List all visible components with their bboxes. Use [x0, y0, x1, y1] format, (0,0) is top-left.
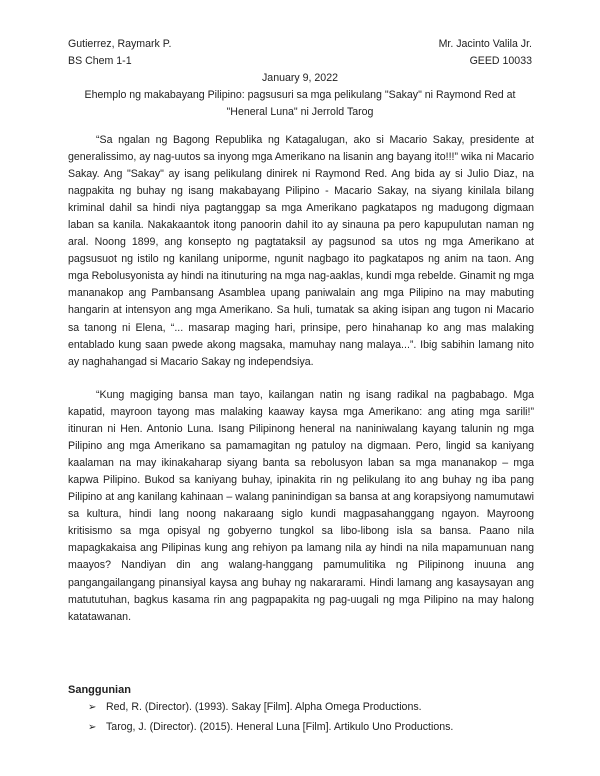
instructor-name: Mr. Jacinto Valila Jr. — [438, 38, 532, 50]
arrow-bullet-icon: ➢ — [88, 702, 97, 713]
reference-text: Red, R. (Director). (1993). Sakay [Film]. Alpha Omega Productions. — [106, 701, 422, 713]
reference-item — [88, 701, 453, 721]
section-label: BS Chem 1-1 — [68, 55, 132, 67]
arrow-bullet-icon: ➢ — [88, 722, 97, 733]
body-paragraph-2 — [68, 387, 534, 626]
title-line-2: "Heneral Luna" ni Jerrold Tarog — [226, 106, 374, 118]
title-line-1: Ehemplo ng makabayang Pilipino: pagsusuri sa mga pelikulang "Sakay" ni Raymond Red at — [84, 89, 516, 101]
body-paragraph-1 — [68, 132, 534, 371]
paragraph-2-text: “Kung magiging bansa man tayo, kailangan natin ng isang radikal na pagbabago. Mga kapatid, mayroon tayong mas malaking kaaway kaysa mga Amerikano: ang ating mga sarili!” itinuran ni Hen. Antonio Luna. Isang Pilipinong heneral na naniniwalang kayang talunin ng mga Pilipino ang mga Amerikano sa pamamagitan ng patuloy na digmaan. Pero, lingid sa kaniyang kaalaman na may ikinakaharap siyang banta sa rebolusyon laban sa mga mananakop – mga kapwa Pilipino. Bukod sa kaniyang buhay, ipinakita rin ng pelikulang ito ang buhay ng iba pang Pilipino at ang kanilang kahinaan – walang paninindigan sa bansa at ang korapsiyong namumutawi sa kultura, hindi lang noong nakaraang siglo kundi magpasahanggang ngayon. Mayroong kritisismo sa mga opisyal ng gobyerno tungkol sa libo-libong isla sa bansa. Paano nila mapagkakaisa ang Pilipinas kung ang rehiyon pa lamang nila ay hindi na nila mapamunuan nang maayos? Nandiyan din ang walang-hanggang pamumulitika ng Pilipinong inuuna ang pangangailangang pinansiyal kaysa ang buhay ng nakararami. Hindi lamang ang kasaysayan ang matututuhan, bagkus kasama rin ang pagpapakita ng pag-uugali ng mga Pilipino na may halong katatawanan. — [68, 389, 534, 623]
document-date: January 9, 2022 — [262, 72, 338, 84]
references-list — [88, 701, 453, 741]
author-name: Gutierrez, Raymark P. — [68, 38, 172, 50]
reference-item — [88, 721, 453, 741]
references-heading: Sanggunian — [68, 684, 131, 696]
course-code: GEED 10033 — [469, 55, 532, 67]
paragraph-1-text: “Sa ngalan ng Bagong Republika ng Katagalugan, ako si Macario Sakay, presidente at generalissimo, ay nag-uutos sa inyong mga Amerikano na lisanin ang bayang ito!!!” wika ni Macario Sakay. Ang "Sakay" ay isang pelikulang dinirek ni Raymond Red. Ang bida ay si Julio Diaz, na nagpakita ng buhay ng isang makabayang Pilipino - Macario Sakay, na siyang kinilala bilang kriminal dahil sa hindi niya pagtanggap sa mga Amerikano pagkatapos ng madugong digmaan laban sa kanila. Nakakaantok itong panoorin dahil ito ay sinauna pa pero kapupulutan naman ng aral. Noong 1899, ang konsepto ng pagtataksil ay pagsunod sa utos ng mga Amerikano at pagsusuot ng istilo ng kanilang uniporme, ngunit nagbago ito pagkatapos ng anim na taon. Ang mga Rebolusyonista ay hindi na itinuturing na mga nag-aaklas, kundi mga rebelde. Ginamit ng mga mananakop ang Pambansang Asamblea upang paniwalain ang mga Pilipino na may mabuting hangarin at intensyon ang mga Amerikano. Sa huli, tumatak sa aking isipan ang tugon ni Macario sa tanong ni Elena, “... masarap maging hari, prinsipe, pero hinahanap ko ang mas malaking entablado kung saan pwede akong magsaka, mamuhay nang malaya...”. Ibig sabihin lamang nito ay naghahangad si Macario Sakay ng independsiya. — [68, 134, 534, 368]
reference-text: Tarog, J. (Director). (2015). Heneral Luna [Film]. Artikulo Uno Productions. — [106, 721, 454, 733]
